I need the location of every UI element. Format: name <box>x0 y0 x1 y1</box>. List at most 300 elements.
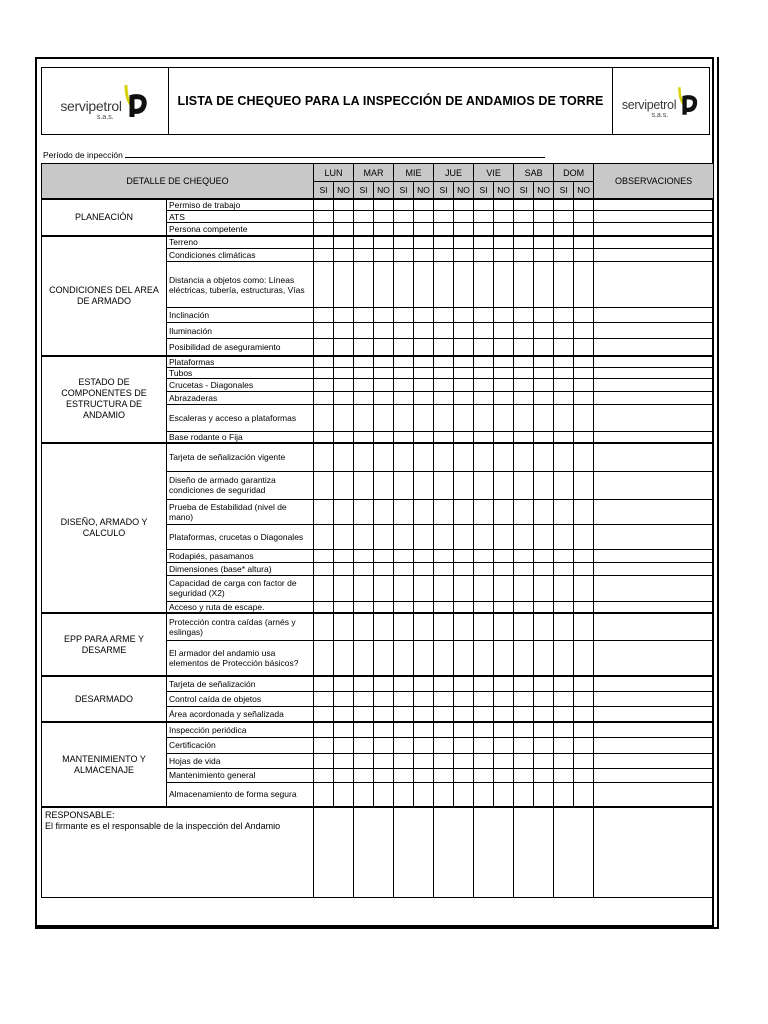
si-check-cell[interactable] <box>434 211 454 223</box>
no-check-cell[interactable] <box>374 640 394 676</box>
no-check-cell[interactable] <box>414 524 434 549</box>
no-check-cell[interactable] <box>494 443 514 471</box>
si-check-cell[interactable] <box>314 471 334 499</box>
si-check-cell[interactable] <box>554 640 574 676</box>
observaciones-cell[interactable] <box>594 549 714 562</box>
no-check-cell[interactable] <box>574 768 594 782</box>
no-check-cell[interactable] <box>334 640 354 676</box>
si-check-cell[interactable] <box>514 562 534 575</box>
observaciones-cell[interactable] <box>594 367 714 378</box>
no-check-cell[interactable] <box>334 575 354 601</box>
no-check-cell[interactable] <box>534 562 554 575</box>
si-check-cell[interactable] <box>474 356 494 368</box>
no-check-cell[interactable] <box>374 549 394 562</box>
no-check-cell[interactable] <box>414 549 434 562</box>
no-check-cell[interactable] <box>374 737 394 753</box>
si-check-cell[interactable] <box>354 782 374 807</box>
no-check-cell[interactable] <box>414 356 434 368</box>
si-check-cell[interactable] <box>314 499 334 524</box>
no-check-cell[interactable] <box>454 575 474 601</box>
no-check-cell[interactable] <box>454 782 474 807</box>
no-check-cell[interactable] <box>494 391 514 404</box>
no-check-cell[interactable] <box>414 562 434 575</box>
no-check-cell[interactable] <box>334 737 354 753</box>
no-check-cell[interactable] <box>494 308 514 323</box>
no-check-cell[interactable] <box>454 308 474 323</box>
si-check-cell[interactable] <box>354 404 374 431</box>
si-check-cell[interactable] <box>314 524 334 549</box>
si-check-cell[interactable] <box>394 404 414 431</box>
si-check-cell[interactable] <box>354 601 374 613</box>
si-check-cell[interactable] <box>514 601 534 613</box>
no-check-cell[interactable] <box>374 404 394 431</box>
si-check-cell[interactable] <box>434 391 454 404</box>
si-check-cell[interactable] <box>314 549 334 562</box>
si-check-cell[interactable] <box>474 308 494 323</box>
si-check-cell[interactable] <box>474 431 494 443</box>
no-check-cell[interactable] <box>334 499 354 524</box>
no-check-cell[interactable] <box>534 575 554 601</box>
observaciones-cell[interactable] <box>594 753 714 768</box>
no-check-cell[interactable] <box>534 356 554 368</box>
si-check-cell[interactable] <box>474 691 494 706</box>
observaciones-cell[interactable] <box>594 211 714 223</box>
no-check-cell[interactable] <box>374 339 394 356</box>
no-check-cell[interactable] <box>414 676 434 691</box>
si-check-cell[interactable] <box>554 211 574 223</box>
si-check-cell[interactable] <box>314 640 334 676</box>
no-check-cell[interactable] <box>374 691 394 706</box>
si-check-cell[interactable] <box>354 549 374 562</box>
si-check-cell[interactable] <box>554 323 574 339</box>
no-check-cell[interactable] <box>574 549 594 562</box>
no-check-cell[interactable] <box>454 613 474 640</box>
no-check-cell[interactable] <box>574 737 594 753</box>
si-check-cell[interactable] <box>394 431 414 443</box>
no-check-cell[interactable] <box>574 431 594 443</box>
no-check-cell[interactable] <box>574 339 594 356</box>
si-check-cell[interactable] <box>314 691 334 706</box>
no-check-cell[interactable] <box>414 782 434 807</box>
no-check-cell[interactable] <box>414 640 434 676</box>
no-check-cell[interactable] <box>414 443 434 471</box>
si-check-cell[interactable] <box>394 223 414 236</box>
si-check-cell[interactable] <box>354 356 374 368</box>
si-check-cell[interactable] <box>514 223 534 236</box>
si-check-cell[interactable] <box>434 737 454 753</box>
si-check-cell[interactable] <box>354 391 374 404</box>
signature-day-cell[interactable] <box>434 807 474 897</box>
no-check-cell[interactable] <box>534 471 554 499</box>
si-check-cell[interactable] <box>314 223 334 236</box>
no-check-cell[interactable] <box>454 356 474 368</box>
si-check-cell[interactable] <box>354 308 374 323</box>
no-check-cell[interactable] <box>334 339 354 356</box>
no-check-cell[interactable] <box>334 549 354 562</box>
si-check-cell[interactable] <box>554 199 574 211</box>
si-check-cell[interactable] <box>514 706 534 722</box>
no-check-cell[interactable] <box>534 378 554 391</box>
periodo-field[interactable] <box>43 149 545 160</box>
no-check-cell[interactable] <box>374 356 394 368</box>
si-check-cell[interactable] <box>514 404 534 431</box>
si-check-cell[interactable] <box>314 613 334 640</box>
no-check-cell[interactable] <box>414 613 434 640</box>
no-check-cell[interactable] <box>494 471 514 499</box>
no-check-cell[interactable] <box>454 691 474 706</box>
no-check-cell[interactable] <box>574 471 594 499</box>
no-check-cell[interactable] <box>574 323 594 339</box>
no-check-cell[interactable] <box>374 262 394 308</box>
si-check-cell[interactable] <box>314 236 334 249</box>
no-check-cell[interactable] <box>534 431 554 443</box>
si-check-cell[interactable] <box>314 722 334 737</box>
si-check-cell[interactable] <box>514 782 534 807</box>
si-check-cell[interactable] <box>554 404 574 431</box>
no-check-cell[interactable] <box>494 640 514 676</box>
si-check-cell[interactable] <box>314 562 334 575</box>
observaciones-cell[interactable] <box>594 339 714 356</box>
si-check-cell[interactable] <box>474 782 494 807</box>
no-check-cell[interactable] <box>534 782 554 807</box>
no-check-cell[interactable] <box>374 223 394 236</box>
observaciones-cell[interactable] <box>594 431 714 443</box>
si-check-cell[interactable] <box>434 499 454 524</box>
no-check-cell[interactable] <box>494 722 514 737</box>
no-check-cell[interactable] <box>454 323 474 339</box>
si-check-cell[interactable] <box>434 262 454 308</box>
si-check-cell[interactable] <box>354 524 374 549</box>
si-check-cell[interactable] <box>554 562 574 575</box>
no-check-cell[interactable] <box>494 367 514 378</box>
si-check-cell[interactable] <box>314 378 334 391</box>
signature-day-cell[interactable] <box>554 807 594 897</box>
si-check-cell[interactable] <box>514 691 534 706</box>
si-check-cell[interactable] <box>554 613 574 640</box>
no-check-cell[interactable] <box>414 223 434 236</box>
si-check-cell[interactable] <box>474 601 494 613</box>
si-check-cell[interactable] <box>554 391 574 404</box>
no-check-cell[interactable] <box>534 613 554 640</box>
no-check-cell[interactable] <box>534 737 554 753</box>
si-check-cell[interactable] <box>474 753 494 768</box>
si-check-cell[interactable] <box>554 549 574 562</box>
si-check-cell[interactable] <box>434 706 454 722</box>
no-check-cell[interactable] <box>334 356 354 368</box>
observaciones-cell[interactable] <box>594 768 714 782</box>
si-check-cell[interactable] <box>394 782 414 807</box>
no-check-cell[interactable] <box>534 676 554 691</box>
no-check-cell[interactable] <box>334 249 354 262</box>
no-check-cell[interactable] <box>374 323 394 339</box>
si-check-cell[interactable] <box>354 640 374 676</box>
no-check-cell[interactable] <box>574 443 594 471</box>
signature-day-cell[interactable] <box>314 807 354 897</box>
no-check-cell[interactable] <box>534 367 554 378</box>
si-check-cell[interactable] <box>474 339 494 356</box>
si-check-cell[interactable] <box>314 753 334 768</box>
no-check-cell[interactable] <box>334 236 354 249</box>
observaciones-cell[interactable] <box>594 471 714 499</box>
no-check-cell[interactable] <box>454 223 474 236</box>
no-check-cell[interactable] <box>534 391 554 404</box>
si-check-cell[interactable] <box>554 262 574 308</box>
si-check-cell[interactable] <box>514 499 534 524</box>
si-check-cell[interactable] <box>314 308 334 323</box>
no-check-cell[interactable] <box>374 236 394 249</box>
observaciones-cell[interactable] <box>594 524 714 549</box>
no-check-cell[interactable] <box>574 262 594 308</box>
no-check-cell[interactable] <box>454 524 474 549</box>
si-check-cell[interactable] <box>474 249 494 262</box>
si-check-cell[interactable] <box>354 471 374 499</box>
no-check-cell[interactable] <box>534 549 554 562</box>
no-check-cell[interactable] <box>414 249 434 262</box>
no-check-cell[interactable] <box>454 391 474 404</box>
si-check-cell[interactable] <box>554 706 574 722</box>
si-check-cell[interactable] <box>474 722 494 737</box>
si-check-cell[interactable] <box>314 443 334 471</box>
no-check-cell[interactable] <box>494 211 514 223</box>
si-check-cell[interactable] <box>554 753 574 768</box>
si-check-cell[interactable] <box>434 323 454 339</box>
si-check-cell[interactable] <box>514 339 534 356</box>
no-check-cell[interactable] <box>454 676 474 691</box>
no-check-cell[interactable] <box>414 768 434 782</box>
si-check-cell[interactable] <box>434 676 454 691</box>
signature-day-cell[interactable] <box>514 807 554 897</box>
si-check-cell[interactable] <box>394 499 414 524</box>
observaciones-cell[interactable] <box>594 640 714 676</box>
si-check-cell[interactable] <box>354 249 374 262</box>
no-check-cell[interactable] <box>494 549 514 562</box>
si-check-cell[interactable] <box>434 782 454 807</box>
si-check-cell[interactable] <box>474 737 494 753</box>
no-check-cell[interactable] <box>414 262 434 308</box>
no-check-cell[interactable] <box>334 211 354 223</box>
si-check-cell[interactable] <box>514 443 534 471</box>
no-check-cell[interactable] <box>534 499 554 524</box>
observaciones-cell[interactable] <box>594 308 714 323</box>
no-check-cell[interactable] <box>494 753 514 768</box>
si-check-cell[interactable] <box>554 308 574 323</box>
no-check-cell[interactable] <box>534 706 554 722</box>
si-check-cell[interactable] <box>434 404 454 431</box>
si-check-cell[interactable] <box>554 249 574 262</box>
no-check-cell[interactable] <box>454 601 474 613</box>
no-check-cell[interactable] <box>454 249 474 262</box>
si-check-cell[interactable] <box>554 356 574 368</box>
si-check-cell[interactable] <box>354 236 374 249</box>
no-check-cell[interactable] <box>494 691 514 706</box>
no-check-cell[interactable] <box>534 223 554 236</box>
si-check-cell[interactable] <box>394 236 414 249</box>
si-check-cell[interactable] <box>474 613 494 640</box>
observaciones-cell[interactable] <box>594 737 714 753</box>
si-check-cell[interactable] <box>554 471 574 499</box>
si-check-cell[interactable] <box>394 308 414 323</box>
si-check-cell[interactable] <box>514 768 534 782</box>
no-check-cell[interactable] <box>374 613 394 640</box>
no-check-cell[interactable] <box>534 308 554 323</box>
no-check-cell[interactable] <box>534 404 554 431</box>
si-check-cell[interactable] <box>314 768 334 782</box>
si-check-cell[interactable] <box>514 236 534 249</box>
si-check-cell[interactable] <box>434 640 454 676</box>
no-check-cell[interactable] <box>574 782 594 807</box>
no-check-cell[interactable] <box>534 262 554 308</box>
si-check-cell[interactable] <box>394 249 414 262</box>
si-check-cell[interactable] <box>554 339 574 356</box>
si-check-cell[interactable] <box>474 323 494 339</box>
observaciones-cell[interactable] <box>594 722 714 737</box>
si-check-cell[interactable] <box>394 737 414 753</box>
no-check-cell[interactable] <box>534 524 554 549</box>
si-check-cell[interactable] <box>554 431 574 443</box>
observaciones-cell[interactable] <box>594 391 714 404</box>
no-check-cell[interactable] <box>494 223 514 236</box>
si-check-cell[interactable] <box>554 768 574 782</box>
si-check-cell[interactable] <box>474 575 494 601</box>
no-check-cell[interactable] <box>334 524 354 549</box>
si-check-cell[interactable] <box>394 562 414 575</box>
si-check-cell[interactable] <box>354 378 374 391</box>
si-check-cell[interactable] <box>394 378 414 391</box>
no-check-cell[interactable] <box>494 706 514 722</box>
no-check-cell[interactable] <box>334 782 354 807</box>
no-check-cell[interactable] <box>374 722 394 737</box>
si-check-cell[interactable] <box>554 378 574 391</box>
no-check-cell[interactable] <box>414 236 434 249</box>
si-check-cell[interactable] <box>434 223 454 236</box>
no-check-cell[interactable] <box>494 262 514 308</box>
si-check-cell[interactable] <box>434 339 454 356</box>
no-check-cell[interactable] <box>494 323 514 339</box>
no-check-cell[interactable] <box>494 499 514 524</box>
si-check-cell[interactable] <box>394 601 414 613</box>
no-check-cell[interactable] <box>494 199 514 211</box>
no-check-cell[interactable] <box>334 722 354 737</box>
si-check-cell[interactable] <box>434 549 454 562</box>
si-check-cell[interactable] <box>314 601 334 613</box>
no-check-cell[interactable] <box>574 676 594 691</box>
no-check-cell[interactable] <box>414 722 434 737</box>
si-check-cell[interactable] <box>394 549 414 562</box>
si-check-cell[interactable] <box>354 562 374 575</box>
no-check-cell[interactable] <box>574 753 594 768</box>
si-check-cell[interactable] <box>394 471 414 499</box>
observaciones-cell[interactable] <box>594 223 714 236</box>
no-check-cell[interactable] <box>494 613 514 640</box>
signature-day-cell[interactable] <box>354 807 394 897</box>
no-check-cell[interactable] <box>414 323 434 339</box>
no-check-cell[interactable] <box>374 706 394 722</box>
no-check-cell[interactable] <box>574 367 594 378</box>
observaciones-cell[interactable] <box>594 676 714 691</box>
si-check-cell[interactable] <box>314 404 334 431</box>
no-check-cell[interactable] <box>454 722 474 737</box>
observaciones-cell[interactable] <box>594 562 714 575</box>
no-check-cell[interactable] <box>374 524 394 549</box>
observaciones-cell[interactable] <box>594 262 714 308</box>
no-check-cell[interactable] <box>494 601 514 613</box>
no-check-cell[interactable] <box>334 367 354 378</box>
si-check-cell[interactable] <box>514 524 534 549</box>
si-check-cell[interactable] <box>554 782 574 807</box>
si-check-cell[interactable] <box>554 691 574 706</box>
si-check-cell[interactable] <box>514 722 534 737</box>
no-check-cell[interactable] <box>534 199 554 211</box>
si-check-cell[interactable] <box>314 391 334 404</box>
si-check-cell[interactable] <box>354 499 374 524</box>
no-check-cell[interactable] <box>414 367 434 378</box>
no-check-cell[interactable] <box>334 601 354 613</box>
no-check-cell[interactable] <box>334 262 354 308</box>
si-check-cell[interactable] <box>434 524 454 549</box>
no-check-cell[interactable] <box>374 391 394 404</box>
si-check-cell[interactable] <box>554 676 574 691</box>
no-check-cell[interactable] <box>454 640 474 676</box>
signature-day-cell[interactable] <box>474 807 514 897</box>
si-check-cell[interactable] <box>474 562 494 575</box>
no-check-cell[interactable] <box>494 524 514 549</box>
no-check-cell[interactable] <box>574 640 594 676</box>
si-check-cell[interactable] <box>354 443 374 471</box>
no-check-cell[interactable] <box>334 223 354 236</box>
si-check-cell[interactable] <box>354 676 374 691</box>
observaciones-cell[interactable] <box>594 356 714 368</box>
si-check-cell[interactable] <box>514 356 534 368</box>
no-check-cell[interactable] <box>334 391 354 404</box>
si-check-cell[interactable] <box>514 737 534 753</box>
no-check-cell[interactable] <box>494 339 514 356</box>
si-check-cell[interactable] <box>394 640 414 676</box>
no-check-cell[interactable] <box>534 768 554 782</box>
si-check-cell[interactable] <box>434 431 454 443</box>
no-check-cell[interactable] <box>494 575 514 601</box>
si-check-cell[interactable] <box>314 199 334 211</box>
no-check-cell[interactable] <box>334 753 354 768</box>
no-check-cell[interactable] <box>494 562 514 575</box>
si-check-cell[interactable] <box>554 499 574 524</box>
si-check-cell[interactable] <box>314 367 334 378</box>
observaciones-cell[interactable] <box>594 613 714 640</box>
no-check-cell[interactable] <box>414 575 434 601</box>
no-check-cell[interactable] <box>454 262 474 308</box>
no-check-cell[interactable] <box>334 691 354 706</box>
si-check-cell[interactable] <box>514 367 534 378</box>
no-check-cell[interactable] <box>494 378 514 391</box>
no-check-cell[interactable] <box>494 431 514 443</box>
no-check-cell[interactable] <box>454 378 474 391</box>
si-check-cell[interactable] <box>434 356 454 368</box>
no-check-cell[interactable] <box>494 782 514 807</box>
si-check-cell[interactable] <box>314 262 334 308</box>
si-check-cell[interactable] <box>314 249 334 262</box>
no-check-cell[interactable] <box>574 249 594 262</box>
si-check-cell[interactable] <box>514 211 534 223</box>
si-check-cell[interactable] <box>474 499 494 524</box>
observaciones-cell[interactable] <box>594 782 714 807</box>
si-check-cell[interactable] <box>434 601 454 613</box>
no-check-cell[interactable] <box>334 199 354 211</box>
no-check-cell[interactable] <box>574 524 594 549</box>
si-check-cell[interactable] <box>434 753 454 768</box>
no-check-cell[interactable] <box>414 391 434 404</box>
observaciones-cell[interactable] <box>594 443 714 471</box>
si-check-cell[interactable] <box>354 339 374 356</box>
no-check-cell[interactable] <box>454 562 474 575</box>
